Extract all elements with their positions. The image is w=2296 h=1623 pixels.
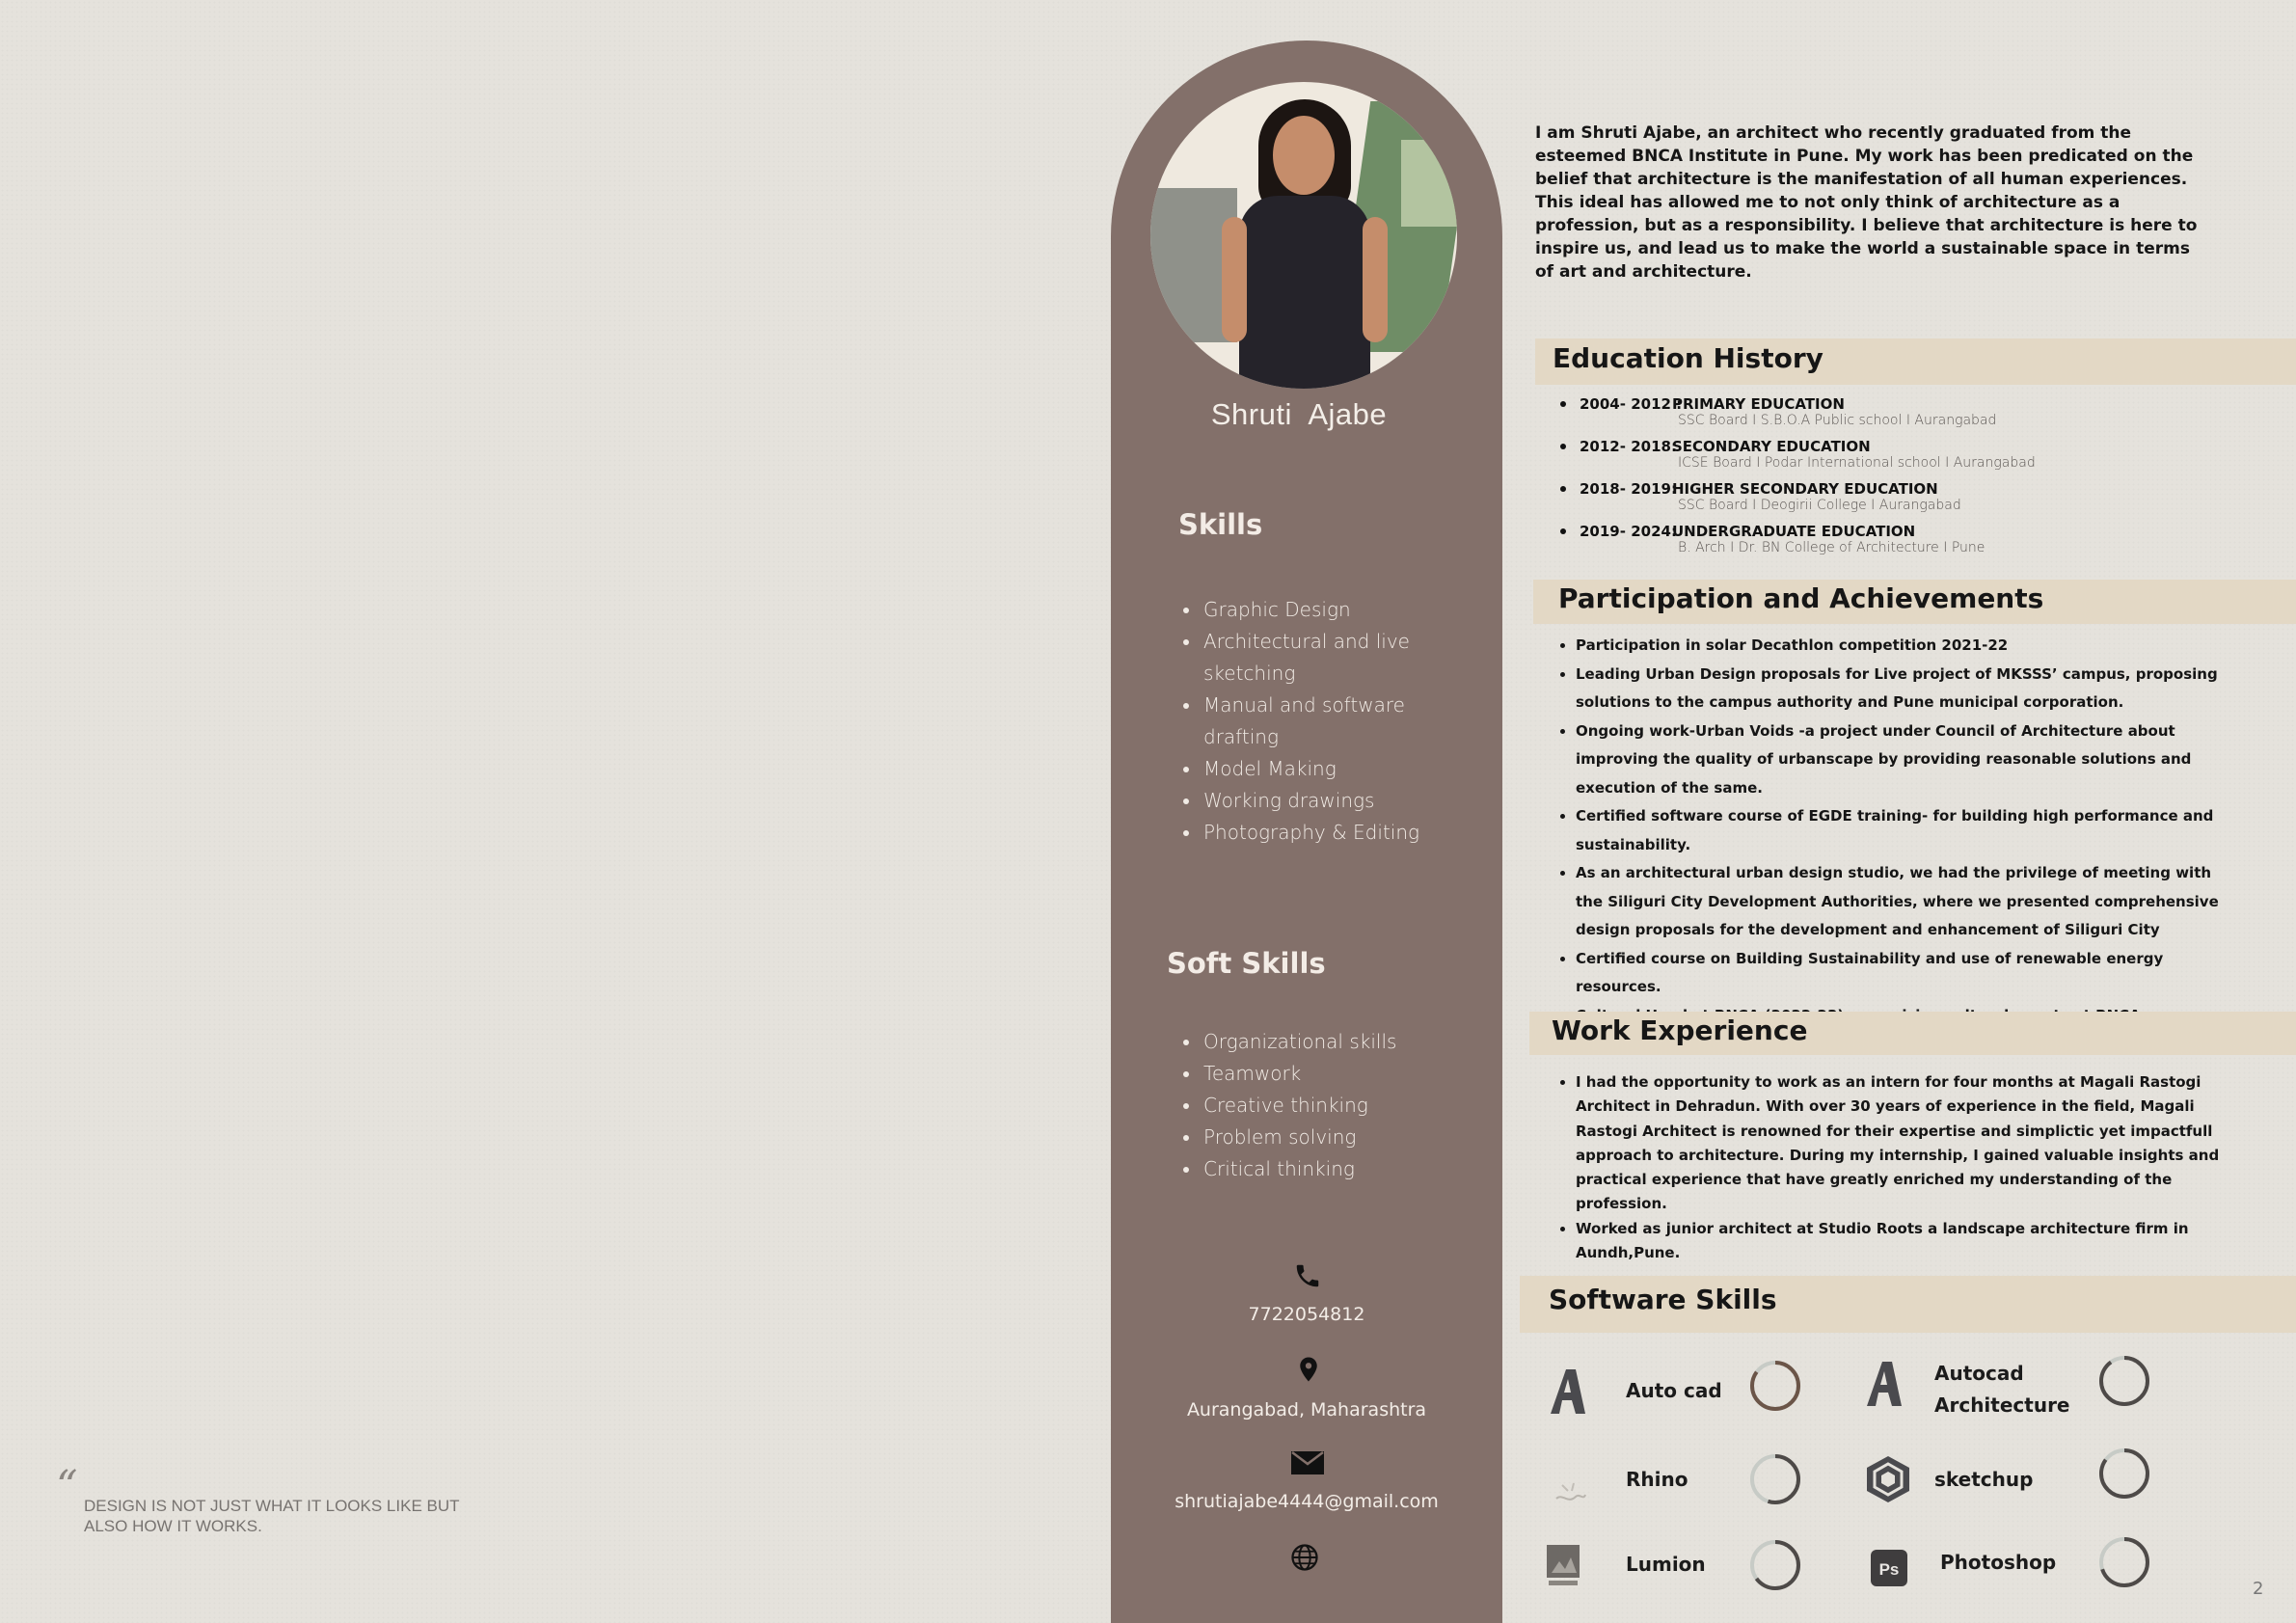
list-item: • Certified course on Building Sustainability and use of renewable energy resources.: [1576, 945, 2241, 1002]
list-item: • Creative thinking: [1202, 1090, 1452, 1122]
software-name: Lumion: [1626, 1553, 1706, 1576]
list-item: 2018- 2019: HIGHER SECONDARY EDUCATION SSC Board I Deogirii College I Aurangabad: [1560, 480, 2187, 523]
proficiency-ring: [1748, 1359, 1802, 1413]
soft-skills-heading: Soft Skills: [1167, 947, 1326, 980]
proficiency-ring: [1748, 1452, 1802, 1506]
education-list: [1560, 395, 2187, 565]
location-text: Aurangabad, Maharashtra: [1186, 1399, 1427, 1420]
rhino-logo-icon: [1553, 1475, 1589, 1510]
list-item: • Architectural and live sketching: [1202, 626, 1452, 690]
list-item: • Leading Urban Design proposals for Live project of MKSSS’ campus, proposing solutions to the campus authority and Pune municipal corporation.: [1576, 661, 2241, 717]
intro-paragraph: I am Shruti Ajabe, an architect who recently graduated from the esteemed BNCA Institute in Pune. My work has been predicated on the belief that architecture is the manifestation of all human experiences. This ideal has allowed me to not only think of architecture as a profession, but as a responsibility. I believe that architecture is here to inspire us, and lead us to make the world a sustainable space in terms of art and architecture.: [1535, 123, 2198, 282]
list-item: • Graphic Design: [1202, 594, 1452, 626]
proficiency-ring: [1748, 1538, 1802, 1592]
quote-mark: “: [56, 1462, 78, 1511]
software-name: Rhino: [1626, 1468, 1688, 1491]
proficiency-ring: [2097, 1354, 2151, 1408]
list-item: • Teamwork: [1202, 1058, 1452, 1090]
proficiency-ring: [2097, 1535, 2151, 1589]
list-item: • Manual and software drafting: [1202, 690, 1452, 753]
list-item: • Certified software course of EGDE training- for building high performance and sustainability.: [1576, 802, 2241, 859]
list-item: • Ongoing work-Urban Voids -a project under Council of Architecture about improving the quality of urbanscape by providing reasonable solutions and execution of the same.: [1576, 717, 2241, 803]
work-heading: Work Experience: [1552, 1014, 1808, 1046]
software-name: Auto cad: [1626, 1379, 1722, 1402]
phone-icon: [1293, 1261, 1322, 1290]
list-item: • Photography & Editing: [1202, 817, 1452, 849]
phone-number[interactable]: 7722054812: [1248, 1304, 1365, 1325]
achievements-list: [1554, 632, 2241, 1030]
lumion-logo-icon: [1546, 1544, 1580, 1588]
quote-line-2: ALSO HOW IT WORKS.: [84, 1517, 262, 1535]
photoshop-logo-icon: [1871, 1550, 1907, 1586]
proficiency-ring: [2097, 1447, 2151, 1501]
education-heading: Education History: [1553, 342, 1823, 374]
list-item: • Critical thinking: [1202, 1153, 1452, 1185]
globe-icon[interactable]: [1290, 1543, 1319, 1572]
profile-name: Shruti Ajabe: [1210, 397, 1388, 431]
profile-photo: [1150, 82, 1457, 389]
soft-skills-list: [1178, 1026, 1452, 1185]
skills-heading: Skills: [1178, 508, 1263, 541]
list-item: • Problem solving: [1202, 1122, 1452, 1153]
software-name: Photoshop: [1940, 1551, 2057, 1574]
design-quote: [84, 1496, 508, 1536]
autocad-logo-icon: [1547, 1367, 1589, 1416]
software-name: sketchup: [1934, 1468, 2034, 1491]
achievements-heading: Participation and Achievements: [1558, 582, 2044, 614]
list-item: • Worked as junior architect at Studio Roots a landscape architecture firm in Aundh,Pune.: [1576, 1217, 2222, 1266]
list-item: • Working drawings: [1202, 785, 1452, 817]
list-item: 2004- 2012 : PRIMARY EDUCATION SSC Board I S.B.O.A Public school I Aurangabad: [1560, 395, 2187, 438]
email-link[interactable]: shrutiajabe4444@gmail.com: [1175, 1491, 1439, 1512]
software-heading: Software Skills: [1549, 1284, 1777, 1315]
list-item: • As an architectural urban design studio, we had the privilege of meeting with the Siliguri City Development Authorities, where we presented comprehensive design proposals for the development and enhancement of Siliguri City: [1576, 859, 2241, 945]
list-item: • I had the opportunity to work as an intern for four months at Magali Rastogi Architect in Dehradun. With over 30 years of experience in the field, Magali Rastogi Architect is renowned for their expertise and simplictic yet impactfull approach to architecture. During my internship, I gained valuable insights and practical experience that have greatly enriched my understanding of the profession.: [1576, 1070, 2222, 1217]
work-list: [1554, 1070, 2222, 1265]
quote-line-1: DESIGN IS NOT JUST WHAT IT LOOKS LIKE BUT: [84, 1497, 460, 1515]
list-item: • Model Making: [1202, 753, 1452, 785]
list-item: 2012- 2018: SECONDARY EDUCATION ICSE Board I Podar International school I Aurangabad: [1560, 438, 2187, 480]
software-name: Autocad Architecture: [1934, 1362, 2070, 1417]
list-item: 2019- 2024: UNDERGRADUATE EDUCATION B. Arch I Dr. BN College of Architecture I Pune: [1560, 523, 2187, 565]
envelope-icon: [1290, 1449, 1325, 1476]
skills-list: [1178, 594, 1452, 849]
list-item: • Participation in solar Decathlon competition 2021-22: [1576, 632, 2241, 661]
sketchup-logo-icon: [1865, 1454, 1911, 1504]
ring-progress: [2101, 1358, 2147, 1404]
page-number: 2: [2253, 1579, 2264, 1599]
list-item: • Organizational skills: [1202, 1026, 1452, 1058]
location-pin-icon: [1294, 1355, 1323, 1384]
autocad-architecture-logo-icon: [1863, 1360, 1905, 1408]
svg-text:Ps: Ps: [1878, 1560, 1900, 1579]
